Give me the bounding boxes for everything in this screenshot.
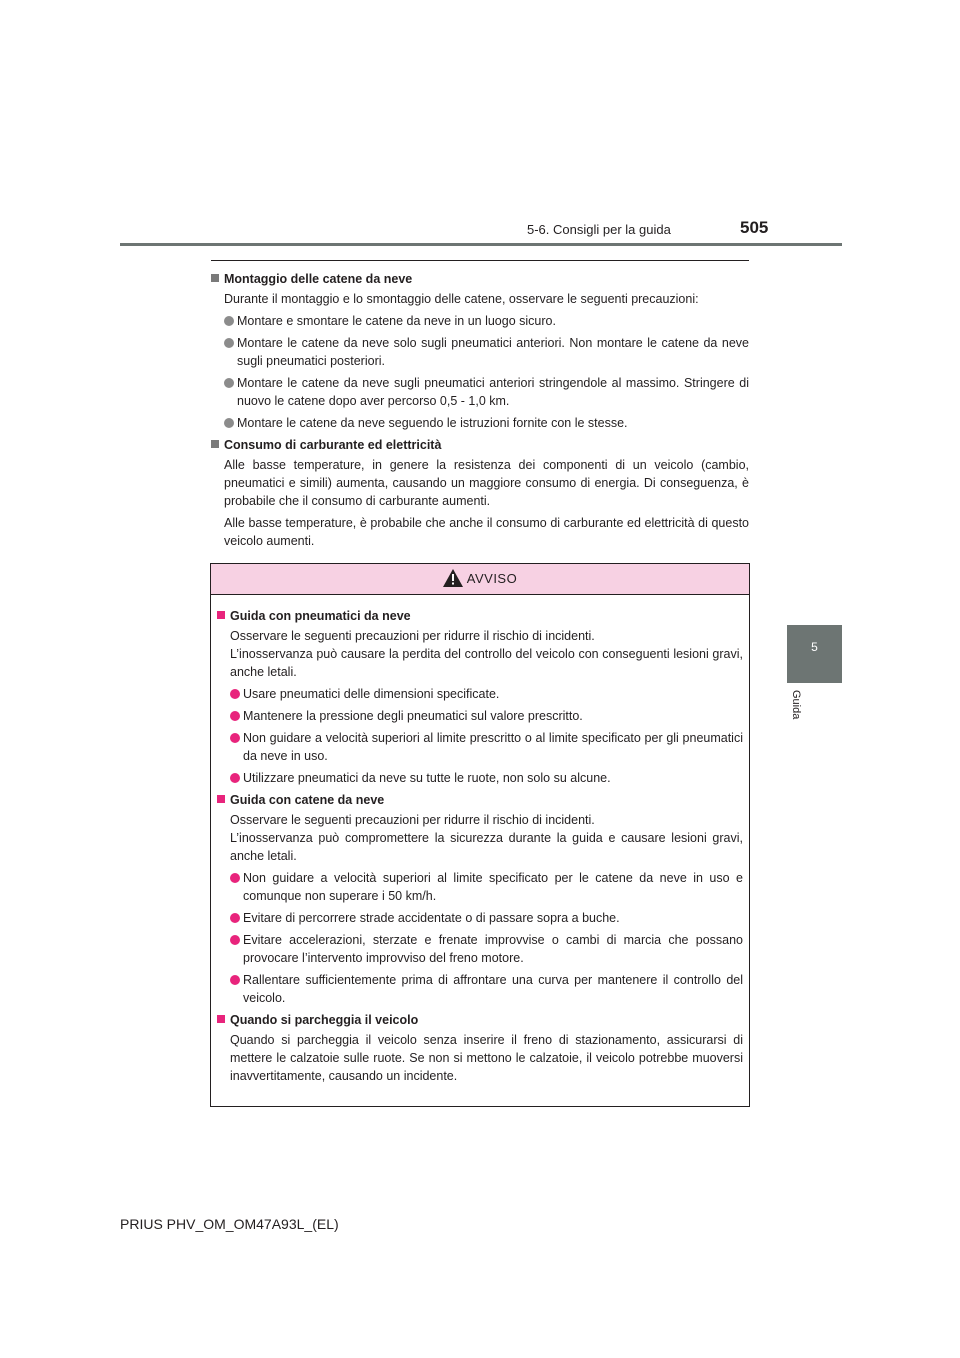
warning-body bbox=[211, 595, 749, 1085]
warning-section-heading: Guida con pneumatici da neve bbox=[217, 607, 743, 625]
section-heading: Montaggio delle catene da neve bbox=[211, 270, 749, 288]
paragraph: L’inosservanza può causare la perdita del controllo del veicolo con conseguenti lesioni gravi, anche letali. bbox=[230, 647, 743, 679]
list-item: Montare le catene da neve sugli pneumatici anteriori stringendole al massimo. Stringere di nuovo le catene dopo aver percorso 0,5 - 1,0 km. bbox=[224, 374, 749, 410]
circle-bullet-icon bbox=[230, 733, 240, 743]
square-bullet-icon bbox=[211, 440, 219, 448]
paragraph: L’inosservanza può compromettere la sicurezza durante la guida e causare lesioni gravi, anche letali. bbox=[230, 831, 743, 863]
content-top-rule bbox=[211, 260, 749, 261]
chapter-tab[interactable] bbox=[787, 625, 842, 683]
list-item: Montare le catene da neve seguendo le istruzioni fornite con le stesse. bbox=[224, 414, 749, 432]
warning-triangle-icon bbox=[443, 569, 463, 587]
paragraph: Alle basse temperature, in genere la resistenza dei componenti di un veicolo (cambio, pneumatici e simili) aumenta, causando un maggiore consumo di energia. Di conseguenza, è probabile che il consumo di carburante aumenti. bbox=[224, 458, 749, 508]
list-item: Non guidare a velocità superiori al limite prescritto o al limite specificato per gli pneumatici da neve in uso. bbox=[230, 729, 743, 765]
list-item: Mantenere la pressione degli pneumatici sul valore prescritto. bbox=[230, 707, 743, 725]
chapter-number: 5 bbox=[811, 640, 818, 654]
circle-bullet-icon bbox=[230, 773, 240, 783]
warning-title: AVVISO bbox=[466, 571, 518, 586]
warning-section-heading: Quando si parcheggia il veicolo bbox=[217, 1011, 743, 1029]
square-bullet-icon bbox=[217, 795, 225, 803]
circle-bullet-icon bbox=[230, 913, 240, 923]
paragraph: Durante il montaggio e lo smontaggio delle catene, osservare le seguenti precauzioni: bbox=[224, 292, 699, 306]
circle-bullet-icon bbox=[230, 975, 240, 985]
list-item: Utilizzare pneumatici da neve su tutte le ruote, non solo su alcune. bbox=[230, 769, 743, 787]
chapter-label: Guida bbox=[790, 690, 802, 720]
square-bullet-icon bbox=[211, 274, 219, 282]
paragraph: Osservare le seguenti precauzioni per ridurre il rischio di incidenti. bbox=[230, 813, 595, 827]
circle-bullet-icon bbox=[230, 873, 240, 883]
circle-bullet-icon bbox=[224, 316, 234, 326]
list-item: Rallentare sufficientemente prima di affrontare una curva per mantenere il controllo del veicolo. bbox=[230, 971, 743, 1007]
warning-section-heading: Guida con catene da neve bbox=[217, 791, 743, 809]
square-bullet-icon bbox=[217, 1015, 225, 1023]
warning-box bbox=[210, 563, 750, 1107]
main-content bbox=[211, 268, 749, 554]
document-code: PRIUS PHV_OM_OM47A93L_(EL) bbox=[120, 1216, 339, 1232]
section-title: 5-6. Consigli per la guida bbox=[527, 222, 671, 237]
list-item: Montare le catene da neve solo sugli pneumatici anteriori. Non montare le catene da neve sugli pneumatici posteriori. bbox=[224, 334, 749, 370]
circle-bullet-icon bbox=[230, 711, 240, 721]
list-item: Evitare di percorrere strade accidentate o di passare sopra a buche. bbox=[230, 909, 743, 927]
square-bullet-icon bbox=[217, 611, 225, 619]
list-item: Usare pneumatici delle dimensioni specificate. bbox=[230, 685, 743, 703]
circle-bullet-icon bbox=[230, 935, 240, 945]
circle-bullet-icon bbox=[230, 689, 240, 699]
section-heading: Consumo di carburante ed elettricità bbox=[211, 436, 749, 454]
circle-bullet-icon bbox=[224, 338, 234, 348]
paragraph: Alle basse temperature, è probabile che anche il consumo di carburante ed elettricità di questo veicolo aumenti. bbox=[224, 516, 749, 548]
circle-bullet-icon bbox=[224, 378, 234, 388]
paragraph: Osservare le seguenti precauzioni per ridurre il rischio di incidenti. bbox=[230, 629, 595, 643]
circle-bullet-icon bbox=[224, 418, 234, 428]
list-item: Evitare accelerazioni, sterzate e frenate improvvise o cambi di marcia che possano provocare l’intervento improvviso del freno motore. bbox=[230, 931, 743, 967]
paragraph: Quando si parcheggia il veicolo senza inserire il freno di stazionamento, assicurarsi di mettere le calzatoie sulle ruote. Se non si mettono le calzatoie, il veicolo potrebbe muoversi inavvertitamente, causando un incidente. bbox=[230, 1033, 743, 1083]
page-number: 505 bbox=[740, 218, 769, 237]
list-item: Montare e smontare le catene da neve in un luogo sicuro. bbox=[224, 312, 749, 330]
header-rule bbox=[120, 243, 842, 246]
warning-header bbox=[211, 564, 749, 595]
list-item: Non guidare a velocità superiori al limite specificato per le catene da neve in uso e comunque non superare i 50 km/h. bbox=[230, 869, 743, 905]
